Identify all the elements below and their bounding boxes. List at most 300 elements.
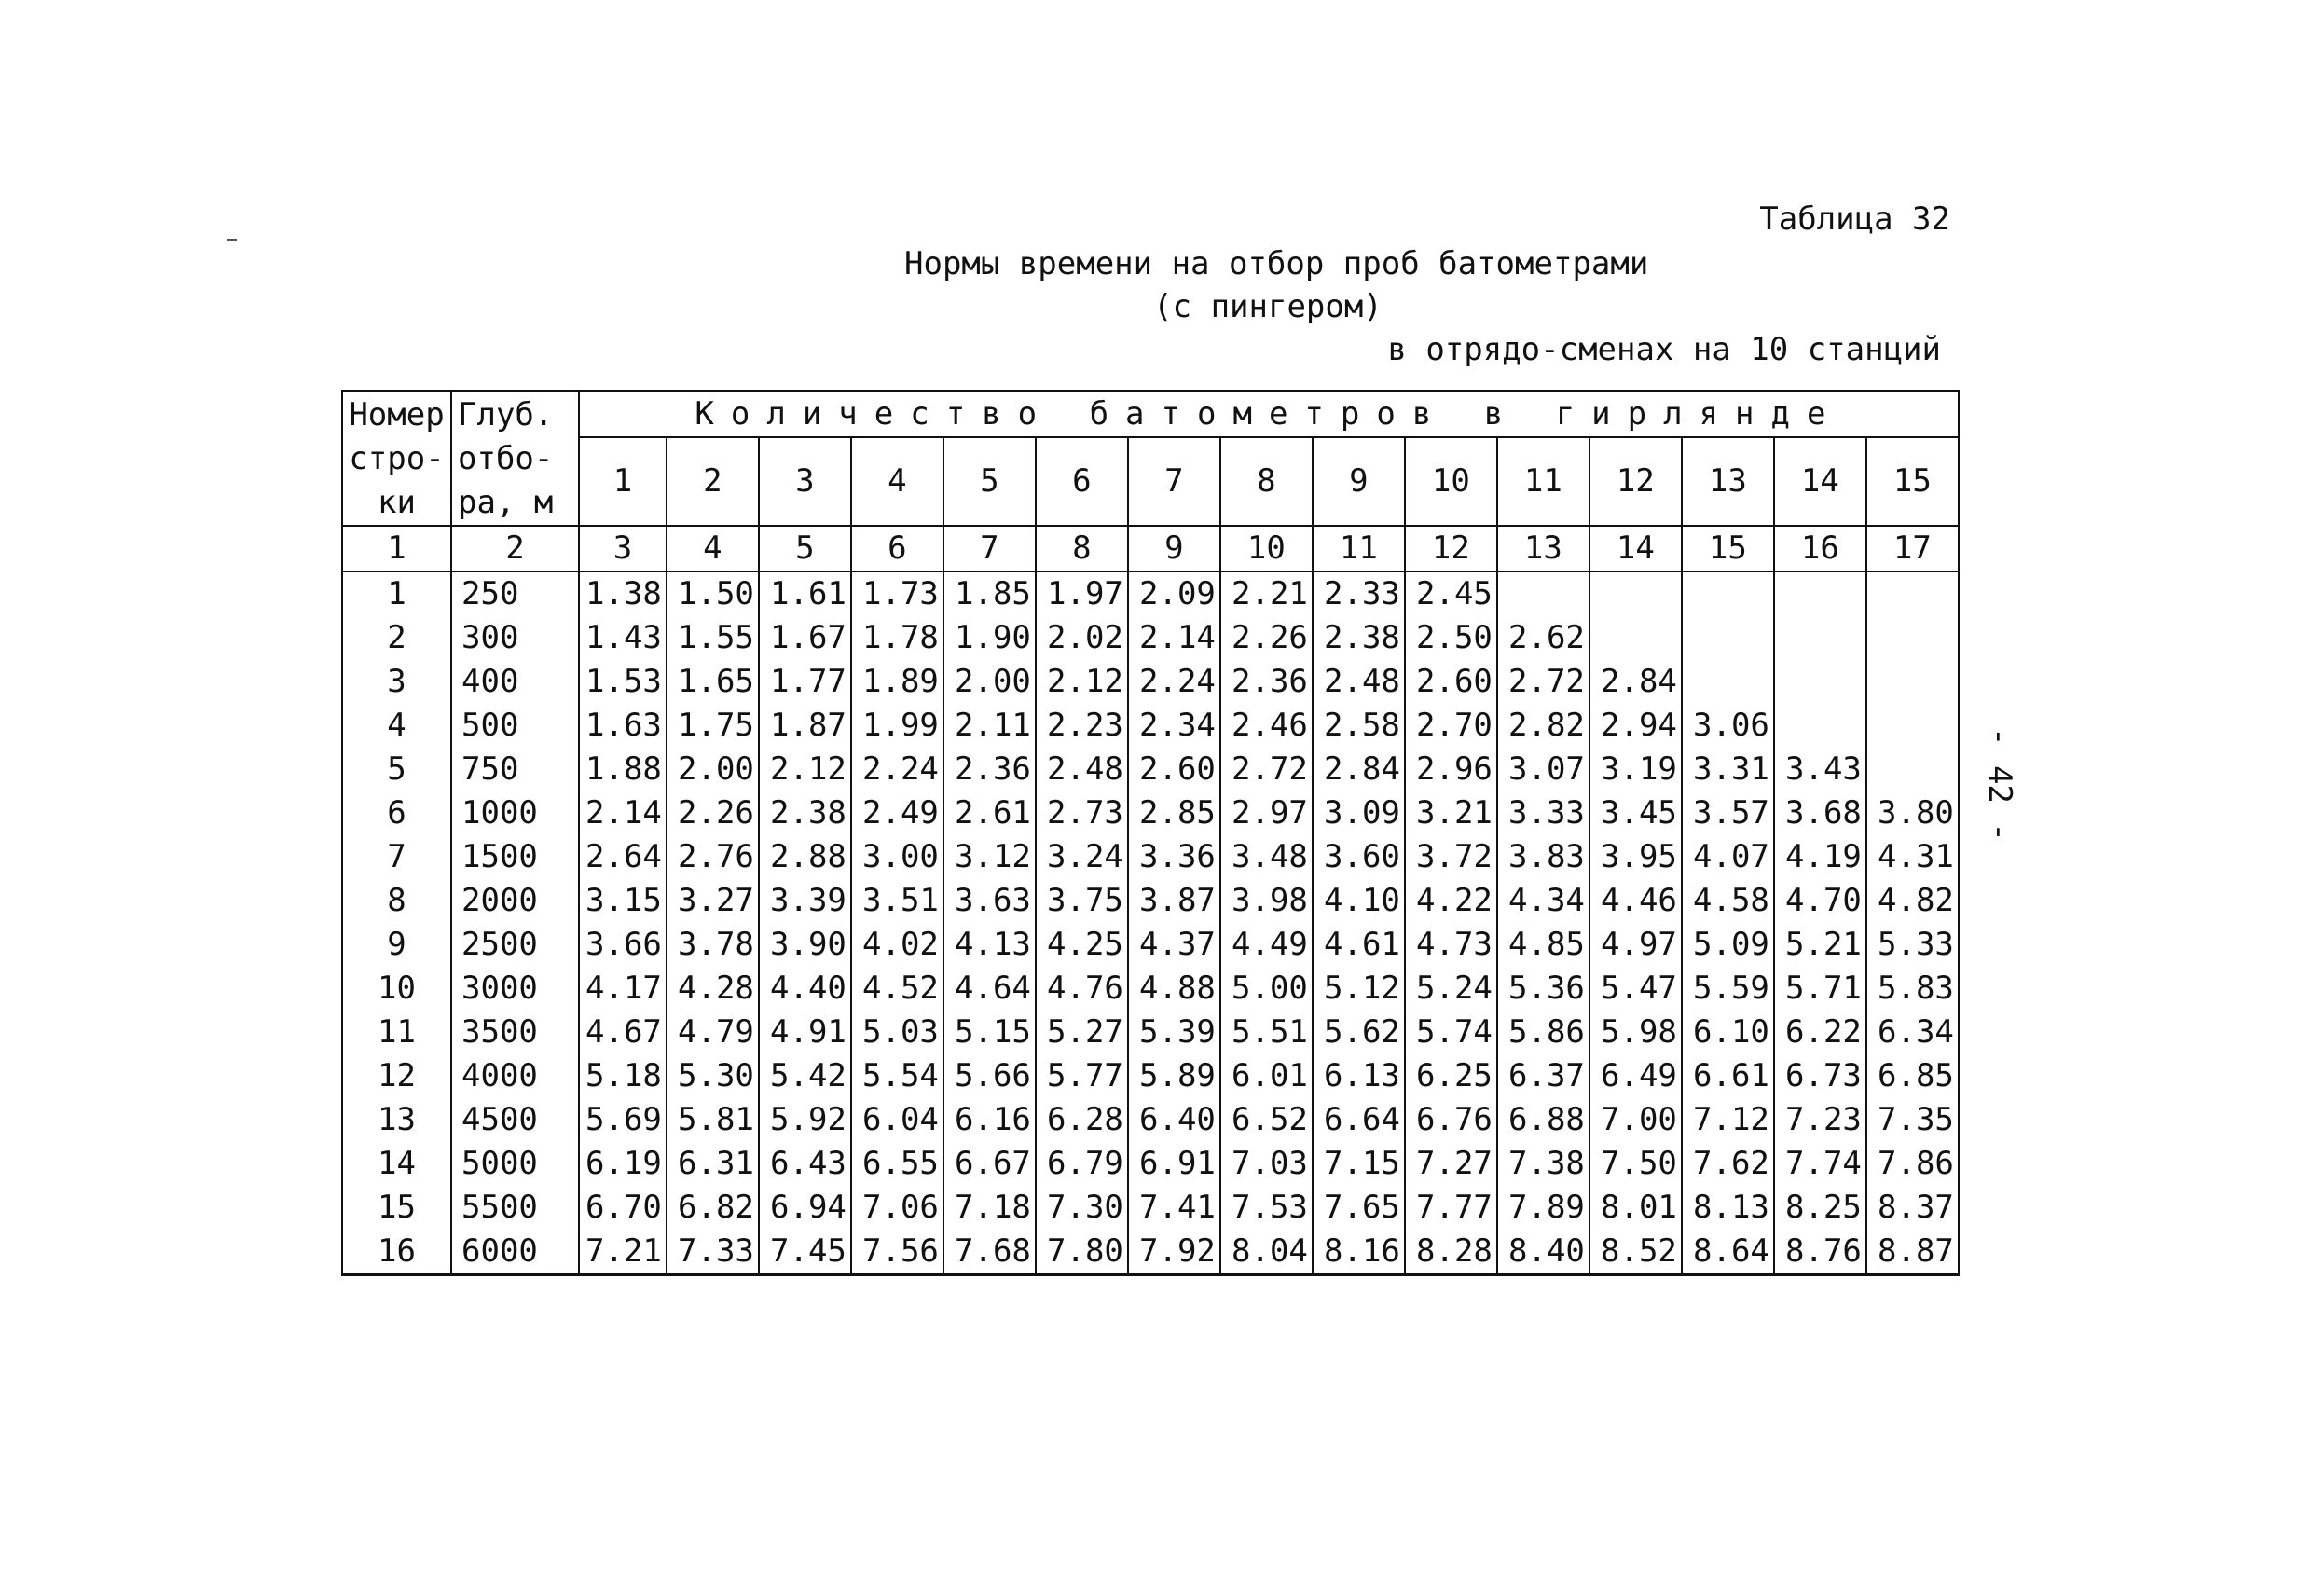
row-number: 1 xyxy=(342,571,451,616)
time-norm-cell: 2.48 xyxy=(1036,748,1128,791)
time-norm-cell: 6.82 xyxy=(667,1186,759,1230)
time-norm-cell: 2.49 xyxy=(851,791,943,835)
time-norm-cell: 7.56 xyxy=(851,1230,943,1275)
time-norm-cell: 6.55 xyxy=(851,1142,943,1186)
table-row xyxy=(342,923,1959,967)
time-norm-cell: 3.45 xyxy=(1590,791,1682,835)
time-norm-cell: 5.71 xyxy=(1774,967,1866,1011)
time-norm-cell: 5.86 xyxy=(1497,1011,1590,1054)
time-norm-cell xyxy=(1866,616,1959,660)
table-row xyxy=(342,1054,1959,1098)
time-norm-cell: 2.12 xyxy=(759,748,851,791)
time-norm-cell: 7.65 xyxy=(1313,1186,1405,1230)
time-norm-cell: 5.18 xyxy=(579,1054,667,1098)
time-norm-cell: 5.09 xyxy=(1682,923,1774,967)
row-number: 9 xyxy=(342,923,451,967)
time-norm-cell: 6.91 xyxy=(1128,1142,1220,1186)
time-norm-cell: 4.67 xyxy=(579,1011,667,1054)
time-norm-cell: 2.11 xyxy=(943,704,1036,748)
time-norm-cell: 2.23 xyxy=(1036,704,1128,748)
column-number-4: 4 xyxy=(667,526,759,571)
time-norm-cell: 6.34 xyxy=(1866,1011,1959,1054)
time-norm-cell: 2.70 xyxy=(1405,704,1497,748)
time-norm-cell: 8.87 xyxy=(1866,1230,1959,1275)
time-norm-cell: 3.27 xyxy=(667,879,759,923)
header-batometer-count-group: Количество батометров в гирлянде xyxy=(579,392,1959,438)
time-norm-cell: 1.43 xyxy=(579,616,667,660)
header-depth-line2: отбо- xyxy=(451,437,579,481)
header-count-14: 14 xyxy=(1774,437,1866,526)
time-norm-cell: 8.25 xyxy=(1774,1186,1866,1230)
time-norm-cell: 5.47 xyxy=(1590,967,1682,1011)
table-row xyxy=(342,1230,1959,1275)
time-norm-cell: 2.21 xyxy=(1220,571,1313,616)
row-number: 8 xyxy=(342,879,451,923)
row-number: 14 xyxy=(342,1142,451,1186)
time-norm-cell: 5.30 xyxy=(667,1054,759,1098)
time-norm-cell: 2.48 xyxy=(1313,660,1405,704)
column-number-5: 5 xyxy=(759,526,851,571)
sampling-depth: 2500 xyxy=(451,923,579,967)
row-number: 3 xyxy=(342,660,451,704)
column-number-13: 13 xyxy=(1497,526,1590,571)
time-norm-cell: 5.59 xyxy=(1682,967,1774,1011)
time-norm-cell: 7.30 xyxy=(1036,1186,1128,1230)
table-row xyxy=(342,571,1959,616)
time-norm-cell: 1.65 xyxy=(667,660,759,704)
time-norm-cell: 4.25 xyxy=(1036,923,1128,967)
time-norm-cell: 6.01 xyxy=(1220,1054,1313,1098)
time-norm-cell: 2.94 xyxy=(1590,704,1682,748)
time-norm-cell: 1.78 xyxy=(851,616,943,660)
row-number: 6 xyxy=(342,791,451,835)
column-number-17: 17 xyxy=(1866,526,1959,571)
time-norm-cell: 1.88 xyxy=(579,748,667,791)
column-number-2: 2 xyxy=(451,526,579,571)
sampling-depth: 6000 xyxy=(451,1230,579,1275)
time-norm-cell: 1.85 xyxy=(943,571,1036,616)
table-row xyxy=(342,704,1959,748)
row-number: 12 xyxy=(342,1054,451,1098)
time-norm-cell xyxy=(1590,571,1682,616)
time-norm-cell: 6.94 xyxy=(759,1186,851,1230)
time-norm-cell: 5.12 xyxy=(1313,967,1405,1011)
header-count-12: 12 xyxy=(1590,437,1682,526)
time-norm-cell: 4.46 xyxy=(1590,879,1682,923)
sampling-depth: 250 xyxy=(451,571,579,616)
time-norm-cell: 1.38 xyxy=(579,571,667,616)
column-number-6: 6 xyxy=(851,526,943,571)
time-norm-cell: 6.04 xyxy=(851,1098,943,1142)
time-norm-cell: 2.96 xyxy=(1405,748,1497,791)
time-norm-cell: 2.36 xyxy=(943,748,1036,791)
time-norm-cell: 5.92 xyxy=(759,1098,851,1142)
time-norm-cell: 6.79 xyxy=(1036,1142,1128,1186)
row-number: 10 xyxy=(342,967,451,1011)
time-norm-cell: 4.22 xyxy=(1405,879,1497,923)
time-norm-cell: 4.34 xyxy=(1497,879,1590,923)
header-count-8: 8 xyxy=(1220,437,1313,526)
time-norm-cell: 4.91 xyxy=(759,1011,851,1054)
time-norm-cell: 2.02 xyxy=(1036,616,1128,660)
time-norm-cell xyxy=(1866,660,1959,704)
time-norm-cell: 6.49 xyxy=(1590,1054,1682,1098)
time-norm-cell: 1.63 xyxy=(579,704,667,748)
time-norm-cell: 2.58 xyxy=(1313,704,1405,748)
sampling-depth: 750 xyxy=(451,748,579,791)
header-count-6: 6 xyxy=(1036,437,1128,526)
column-number-12: 12 xyxy=(1405,526,1497,571)
time-norm-cell: 4.88 xyxy=(1128,967,1220,1011)
time-norm-cell xyxy=(1774,704,1866,748)
time-norm-cell: 5.24 xyxy=(1405,967,1497,1011)
time-norm-cell: 3.68 xyxy=(1774,791,1866,835)
header-count-3: 3 xyxy=(759,437,851,526)
time-norm-cell: 2.64 xyxy=(579,835,667,879)
time-norm-cell: 6.28 xyxy=(1036,1098,1128,1142)
time-norm-cell: 5.27 xyxy=(1036,1011,1128,1054)
time-norm-cell: 1.55 xyxy=(667,616,759,660)
time-norm-cell: 2.85 xyxy=(1128,791,1220,835)
table-row xyxy=(342,660,1959,704)
time-norm-cell: 1.61 xyxy=(759,571,851,616)
time-norm-cell: 4.07 xyxy=(1682,835,1774,879)
time-norm-cell: 3.63 xyxy=(943,879,1036,923)
time-norm-cell: 4.19 xyxy=(1774,835,1866,879)
time-norm-cell: 5.62 xyxy=(1313,1011,1405,1054)
time-norm-cell: 6.10 xyxy=(1682,1011,1774,1054)
time-norm-cell: 7.45 xyxy=(759,1230,851,1275)
time-norm-cell: 6.16 xyxy=(943,1098,1036,1142)
time-norm-cell: 3.15 xyxy=(579,879,667,923)
time-norm-cell: 2.00 xyxy=(667,748,759,791)
time-norm-cell: 6.40 xyxy=(1128,1098,1220,1142)
time-norm-cell: 7.00 xyxy=(1590,1098,1682,1142)
time-norm-cell: 4.61 xyxy=(1313,923,1405,967)
time-norm-cell: 8.40 xyxy=(1497,1230,1590,1275)
time-norm-cell: 2.61 xyxy=(943,791,1036,835)
time-norm-cell: 2.73 xyxy=(1036,791,1128,835)
table-row xyxy=(342,791,1959,835)
time-norm-cell: 2.76 xyxy=(667,835,759,879)
time-norm-cell: 6.13 xyxy=(1313,1054,1405,1098)
time-norm-cell: 3.33 xyxy=(1497,791,1590,835)
header-depth-line3: ра, м xyxy=(451,481,579,526)
header-count-13: 13 xyxy=(1682,437,1774,526)
table-row xyxy=(342,748,1959,791)
sampling-depth: 1000 xyxy=(451,791,579,835)
time-norm-cell xyxy=(1774,616,1866,660)
time-norm-cell: 7.77 xyxy=(1405,1186,1497,1230)
table-units: в отрядо-сменах на 10 станций xyxy=(1387,331,1941,368)
time-norm-cell: 7.03 xyxy=(1220,1142,1313,1186)
time-norm-cell: 5.00 xyxy=(1220,967,1313,1011)
time-norm-cell: 7.92 xyxy=(1128,1230,1220,1275)
time-norm-cell: 5.33 xyxy=(1866,923,1959,967)
time-norm-cell: 3.39 xyxy=(759,879,851,923)
sampling-depth: 5000 xyxy=(451,1142,579,1186)
column-number-9: 9 xyxy=(1128,526,1220,571)
time-norm-cell: 4.31 xyxy=(1866,835,1959,879)
time-norm-cell: 4.58 xyxy=(1682,879,1774,923)
time-norm-cell: 7.21 xyxy=(579,1230,667,1275)
time-norm-cell: 2.24 xyxy=(1128,660,1220,704)
time-norm-cell: 3.98 xyxy=(1220,879,1313,923)
time-norm-cell: 5.83 xyxy=(1866,967,1959,1011)
time-norm-cell: 1.97 xyxy=(1036,571,1128,616)
time-norm-cell: 5.77 xyxy=(1036,1054,1128,1098)
row-number: 7 xyxy=(342,835,451,879)
time-norm-cell: 3.43 xyxy=(1774,748,1866,791)
time-norm-cell: 3.21 xyxy=(1405,791,1497,835)
time-norm-cell: 2.09 xyxy=(1128,571,1220,616)
time-norm-cell: 2.12 xyxy=(1036,660,1128,704)
time-norm-cell: 5.03 xyxy=(851,1011,943,1054)
time-norm-cell: 1.50 xyxy=(667,571,759,616)
time-norm-cell xyxy=(1497,571,1590,616)
time-norm-cell: 8.76 xyxy=(1774,1230,1866,1275)
time-norm-cell: 2.24 xyxy=(851,748,943,791)
time-norm-cell: 5.21 xyxy=(1774,923,1866,967)
time-norm-cell: 2.50 xyxy=(1405,616,1497,660)
time-norm-cell: 4.17 xyxy=(579,967,667,1011)
time-norm-cell: 8.64 xyxy=(1682,1230,1774,1275)
column-number-3: 3 xyxy=(579,526,667,571)
time-norm-cell: 4.73 xyxy=(1405,923,1497,967)
time-norm-cell: 3.80 xyxy=(1866,791,1959,835)
time-norm-cell: 5.66 xyxy=(943,1054,1036,1098)
time-norm-cell: 4.28 xyxy=(667,967,759,1011)
time-norm-cell: 1.53 xyxy=(579,660,667,704)
time-norm-cell: 4.49 xyxy=(1220,923,1313,967)
time-norm-cell: 3.90 xyxy=(759,923,851,967)
time-norm-cell: 6.76 xyxy=(1405,1098,1497,1142)
time-norm-cell: 2.62 xyxy=(1497,616,1590,660)
time-norm-cell: 1.89 xyxy=(851,660,943,704)
time-norm-cell: 5.89 xyxy=(1128,1054,1220,1098)
time-norm-cell: 2.84 xyxy=(1590,660,1682,704)
time-norm-cell: 4.10 xyxy=(1313,879,1405,923)
time-norm-cell: 6.64 xyxy=(1313,1098,1405,1142)
time-norm-cell: 7.15 xyxy=(1313,1142,1405,1186)
time-norm-cell: 2.72 xyxy=(1497,660,1590,704)
time-norm-cell xyxy=(1590,616,1682,660)
column-number-15: 15 xyxy=(1682,526,1774,571)
time-norm-cell: 7.23 xyxy=(1774,1098,1866,1142)
header-depth-line1: Глуб. xyxy=(451,392,579,438)
time-norm-cell: 8.52 xyxy=(1590,1230,1682,1275)
time-norm-cell: 8.04 xyxy=(1220,1230,1313,1275)
time-norm-cell: 7.27 xyxy=(1405,1142,1497,1186)
sampling-depth: 300 xyxy=(451,616,579,660)
sampling-depth: 4000 xyxy=(451,1054,579,1098)
header-row-1 xyxy=(342,392,1959,438)
time-norm-cell: 3.07 xyxy=(1497,748,1590,791)
time-norm-cell: 7.68 xyxy=(943,1230,1036,1275)
row-number: 11 xyxy=(342,1011,451,1054)
time-norm-cell: 7.12 xyxy=(1682,1098,1774,1142)
time-norm-cell: 3.48 xyxy=(1220,835,1313,879)
row-number: 15 xyxy=(342,1186,451,1230)
time-norm-cell: 8.37 xyxy=(1866,1186,1959,1230)
time-norm-cell: 7.62 xyxy=(1682,1142,1774,1186)
row-number: 4 xyxy=(342,704,451,748)
time-norm-cell: 4.76 xyxy=(1036,967,1128,1011)
time-norm-cell: 7.89 xyxy=(1497,1186,1590,1230)
header-count-1: 1 xyxy=(579,437,667,526)
sampling-depth: 3500 xyxy=(451,1011,579,1054)
time-norm-cell: 3.60 xyxy=(1313,835,1405,879)
time-norm-cell: 4.52 xyxy=(851,967,943,1011)
header-count-11: 11 xyxy=(1497,437,1590,526)
time-norm-cell: 3.66 xyxy=(579,923,667,967)
time-norm-cell: 5.39 xyxy=(1128,1011,1220,1054)
header-count-15: 15 xyxy=(1866,437,1959,526)
row-number: 5 xyxy=(342,748,451,791)
time-norm-cell: 2.72 xyxy=(1220,748,1313,791)
time-norm-cell: 1.77 xyxy=(759,660,851,704)
time-norm-cell xyxy=(1866,704,1959,748)
time-norm-cell: 3.83 xyxy=(1497,835,1590,879)
time-norm-cell: 1.87 xyxy=(759,704,851,748)
time-norm-cell: 7.18 xyxy=(943,1186,1036,1230)
time-norm-cell: 3.19 xyxy=(1590,748,1682,791)
time-norm-cell: 5.36 xyxy=(1497,967,1590,1011)
header-count-10: 10 xyxy=(1405,437,1497,526)
time-norm-cell: 4.85 xyxy=(1497,923,1590,967)
time-norm-cell: 7.80 xyxy=(1036,1230,1128,1275)
time-norm-cell: 1.99 xyxy=(851,704,943,748)
time-norm-cell: 6.22 xyxy=(1774,1011,1866,1054)
time-norm-cell: 7.33 xyxy=(667,1230,759,1275)
time-norm-cell: 6.19 xyxy=(579,1142,667,1186)
row-number: 16 xyxy=(342,1230,451,1275)
row-number: 13 xyxy=(342,1098,451,1142)
sampling-depth: 3000 xyxy=(451,967,579,1011)
time-norm-cell xyxy=(1682,571,1774,616)
time-norm-cell: 6.67 xyxy=(943,1142,1036,1186)
table-title: Нормы времени на отбор проб батометрами xyxy=(904,245,1649,282)
time-norm-cell: 4.97 xyxy=(1590,923,1682,967)
time-norm-cell: 4.79 xyxy=(667,1011,759,1054)
row-number: 2 xyxy=(342,616,451,660)
table-row xyxy=(342,1098,1959,1142)
time-norm-cell: 4.13 xyxy=(943,923,1036,967)
column-number-row xyxy=(342,526,1959,571)
time-norm-cell: 5.69 xyxy=(579,1098,667,1142)
column-number-11: 11 xyxy=(1313,526,1405,571)
header-count-9: 9 xyxy=(1313,437,1405,526)
table-row xyxy=(342,967,1959,1011)
column-number-7: 7 xyxy=(943,526,1036,571)
time-norm-cell: 8.13 xyxy=(1682,1186,1774,1230)
time-norm-cell: 2.14 xyxy=(1128,616,1220,660)
time-norm-cell: 2.14 xyxy=(579,791,667,835)
table-label: Таблица 32 xyxy=(1759,200,1950,238)
time-norm-cell: 3.57 xyxy=(1682,791,1774,835)
time-norm-cell: 6.52 xyxy=(1220,1098,1313,1142)
time-norm-cell: 3.31 xyxy=(1682,748,1774,791)
page-number: - 42 - xyxy=(1981,727,2018,842)
time-norm-cell xyxy=(1682,660,1774,704)
time-norm-cell: 2.45 xyxy=(1405,571,1497,616)
time-norm-cell: 7.74 xyxy=(1774,1142,1866,1186)
sampling-depth: 2000 xyxy=(451,879,579,923)
time-norm-cell: 6.73 xyxy=(1774,1054,1866,1098)
time-norm-cell: 2.34 xyxy=(1128,704,1220,748)
time-norm-cell: 7.35 xyxy=(1866,1098,1959,1142)
time-norm-cell: 2.88 xyxy=(759,835,851,879)
time-norm-cell: 1.67 xyxy=(759,616,851,660)
time-norm-cell: 3.72 xyxy=(1405,835,1497,879)
time-norm-cell: 5.81 xyxy=(667,1098,759,1142)
time-norm-cell: 4.64 xyxy=(943,967,1036,1011)
header-row-2 xyxy=(342,437,1959,481)
time-norm-cell: 5.42 xyxy=(759,1054,851,1098)
time-norm-cell: 2.00 xyxy=(943,660,1036,704)
sampling-depth: 500 xyxy=(451,704,579,748)
time-norm-cell: 2.84 xyxy=(1313,748,1405,791)
time-norm-cell: 7.38 xyxy=(1497,1142,1590,1186)
time-norm-cell: 7.50 xyxy=(1590,1142,1682,1186)
time-norm-cell: 8.16 xyxy=(1313,1230,1405,1275)
sampling-depth: 1500 xyxy=(451,835,579,879)
column-number-16: 16 xyxy=(1774,526,1866,571)
time-norm-cell: 2.82 xyxy=(1497,704,1590,748)
column-number-14: 14 xyxy=(1590,526,1682,571)
time-norm-cell: 1.75 xyxy=(667,704,759,748)
time-norm-cell: 1.90 xyxy=(943,616,1036,660)
time-norm-cell: 7.06 xyxy=(851,1186,943,1230)
header-count-5: 5 xyxy=(943,437,1036,526)
time-norm-cell: 2.38 xyxy=(759,791,851,835)
time-norm-cell: 2.60 xyxy=(1128,748,1220,791)
time-norm-cell: 3.75 xyxy=(1036,879,1128,923)
scan-mark xyxy=(227,239,237,241)
time-norm-cell xyxy=(1774,571,1866,616)
time-norm-cell: 2.38 xyxy=(1313,616,1405,660)
time-norm-cell xyxy=(1682,616,1774,660)
time-norm-cell: 6.25 xyxy=(1405,1054,1497,1098)
time-norm-cell: 7.41 xyxy=(1128,1186,1220,1230)
time-norm-cell: 1.73 xyxy=(851,571,943,616)
table-row xyxy=(342,616,1959,660)
time-norm-cell xyxy=(1866,571,1959,616)
time-norm-cell: 5.98 xyxy=(1590,1011,1682,1054)
header-row-number-line2: стро- xyxy=(342,437,451,481)
header-count-7: 7 xyxy=(1128,437,1220,526)
time-norm-cell: 4.37 xyxy=(1128,923,1220,967)
column-number-1: 1 xyxy=(342,526,451,571)
sampling-depth: 400 xyxy=(451,660,579,704)
table-subtitle: (с пингером) xyxy=(1153,288,1383,325)
header-count-2: 2 xyxy=(667,437,759,526)
header-row-number-line1: Номер xyxy=(342,392,451,438)
time-norm-cell: 4.82 xyxy=(1866,879,1959,923)
time-norm-cell: 5.15 xyxy=(943,1011,1036,1054)
time-norm-cell: 3.00 xyxy=(851,835,943,879)
time-norm-cell: 2.97 xyxy=(1220,791,1313,835)
time-norm-cell: 3.95 xyxy=(1590,835,1682,879)
time-norm-cell: 3.87 xyxy=(1128,879,1220,923)
header-row-number-line3: ки xyxy=(342,481,451,526)
time-norm-cell: 6.43 xyxy=(759,1142,851,1186)
header-count-4: 4 xyxy=(851,437,943,526)
table-row xyxy=(342,1142,1959,1186)
time-norm-cell: 5.74 xyxy=(1405,1011,1497,1054)
time-norm-cell: 2.60 xyxy=(1405,660,1497,704)
table-row xyxy=(342,1186,1959,1230)
